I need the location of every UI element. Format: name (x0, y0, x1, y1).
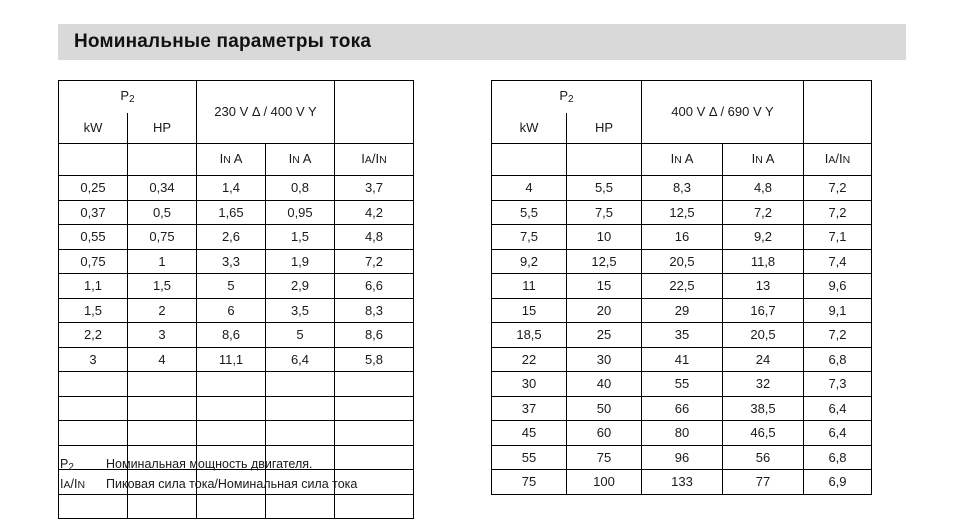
table-row (492, 249, 872, 274)
table-cell: 30 (492, 372, 567, 397)
page-title: Номинальные параметры тока (74, 31, 372, 52)
table-cell: 11 (492, 274, 567, 299)
col-header-kw: kW (59, 113, 128, 144)
table-cell: 18,5 (492, 323, 567, 348)
table-cell-empty (335, 372, 414, 397)
table-cell: 7,2 (804, 176, 872, 201)
table-cell: 35 (642, 323, 723, 348)
table-cell-empty (59, 494, 128, 519)
table-cell: 4,8 (335, 225, 414, 250)
table-cell: 0,34 (128, 176, 197, 201)
table-cell: 1,1 (59, 274, 128, 299)
table-cell: 4 (492, 176, 567, 201)
table-cell: 7,2 (804, 200, 872, 225)
table-cell: 25 (567, 323, 642, 348)
table-cell: 75 (492, 470, 567, 495)
table-cell: 6,9 (804, 470, 872, 495)
table-row (59, 200, 414, 225)
table-row-empty (59, 372, 414, 397)
table-cell: 37 (492, 396, 567, 421)
table-row (492, 396, 872, 421)
table-row (492, 176, 872, 201)
table-cell: 22,5 (642, 274, 723, 299)
table-subheader-row (492, 144, 872, 176)
col-subheader-ia-in: IA/IN (804, 144, 872, 176)
table-cell: 3,5 (266, 298, 335, 323)
header-power-subscript: 2 (129, 94, 135, 105)
table-cell-empty (197, 372, 266, 397)
col-header-hp: HP (128, 113, 197, 144)
table-cell: 0,25 (59, 176, 128, 201)
table-cell: 3,3 (197, 249, 266, 274)
table-cell: 5,5 (492, 200, 567, 225)
table-cell: 7,2 (335, 249, 414, 274)
table-cell: 5 (266, 323, 335, 348)
table-cell: 38,5 (723, 396, 804, 421)
table-cell: 2,2 (59, 323, 128, 348)
table-cell: 8,3 (335, 298, 414, 323)
table-cell-empty (266, 372, 335, 397)
col-header-hp: HP (567, 113, 642, 144)
table-cell: 6,8 (804, 347, 872, 372)
col-header-kw: kW (492, 113, 567, 144)
table-cell: 22 (492, 347, 567, 372)
table-cell: 16,7 (723, 298, 804, 323)
table-cell: 9,2 (492, 249, 567, 274)
table-cell: 6 (197, 298, 266, 323)
table-cell: 32 (723, 372, 804, 397)
col-subheader-hp (128, 144, 197, 176)
table-cell: 3 (128, 323, 197, 348)
table-cell: 40 (567, 372, 642, 397)
table-cell: 0,75 (128, 225, 197, 250)
table-row (59, 274, 414, 299)
table-cell: 8,3 (642, 176, 723, 201)
table-cell: 100 (567, 470, 642, 495)
table-cell: 6,4 (804, 421, 872, 446)
table-cell: 16 (642, 225, 723, 250)
table-cell: 60 (567, 421, 642, 446)
table-cell: 9,1 (804, 298, 872, 323)
table-row-empty (59, 421, 414, 446)
table-cell: 2 (128, 298, 197, 323)
table-cell: 11,1 (197, 347, 266, 372)
table-cell-empty (197, 421, 266, 446)
footnote-row (60, 475, 357, 494)
table-cell: 45 (492, 421, 567, 446)
footnotes (60, 455, 357, 494)
table-cell: 0,95 (266, 200, 335, 225)
table-cell-empty (59, 372, 128, 397)
table-cell: 0,55 (59, 225, 128, 250)
current-ratings-table-right (491, 80, 872, 495)
table-cell: 1,5 (128, 274, 197, 299)
table-cell-empty (266, 396, 335, 421)
table-cell: 11,8 (723, 249, 804, 274)
table-cell: 0,8 (266, 176, 335, 201)
table-cell: 5 (197, 274, 266, 299)
header-spacer (804, 81, 872, 144)
table-cell: 1,5 (266, 225, 335, 250)
table-cell: 1,65 (197, 200, 266, 225)
table-cell-empty (266, 494, 335, 519)
header-power-group: P2 (59, 81, 197, 114)
table-cell: 9,2 (723, 225, 804, 250)
table-row (492, 200, 872, 225)
table-row (492, 298, 872, 323)
table-row (492, 421, 872, 446)
table-row (492, 274, 872, 299)
table-cell: 1,4 (197, 176, 266, 201)
table-row (59, 225, 414, 250)
table-cell: 15 (492, 298, 567, 323)
table-cell: 20,5 (723, 323, 804, 348)
table-cell: 7,1 (804, 225, 872, 250)
header-voltage-group: 230 V Δ / 400 V Y (197, 81, 335, 144)
table-cell: 12,5 (567, 249, 642, 274)
table-cell: 4 (128, 347, 197, 372)
table-cell: 2,9 (266, 274, 335, 299)
table-cell: 46,5 (723, 421, 804, 446)
table-cell-empty (266, 421, 335, 446)
header-power-subscript: 2 (568, 94, 574, 105)
table-cell: 7,2 (804, 323, 872, 348)
table-cell: 30 (567, 347, 642, 372)
table-cell-empty (197, 494, 266, 519)
col-subheader-hp (567, 144, 642, 176)
table-cell-empty (128, 494, 197, 519)
table-row (492, 347, 872, 372)
table-cell: 0,37 (59, 200, 128, 225)
table-cell: 77 (723, 470, 804, 495)
table-row-empty (59, 396, 414, 421)
table-row (492, 470, 872, 495)
table-header-group-row (492, 81, 872, 114)
table-cell: 75 (567, 445, 642, 470)
col-subheader-in-a-1: IN A (197, 144, 266, 176)
table-header-group-row (59, 81, 414, 114)
footnote-key-ia-in: IA/IN (60, 477, 86, 491)
table-cell-empty (335, 396, 414, 421)
header-power-group: P2 (492, 81, 642, 114)
table-cell: 7,4 (804, 249, 872, 274)
table-cell: 55 (492, 445, 567, 470)
table-row (492, 323, 872, 348)
table-cell: 3,7 (335, 176, 414, 201)
col-subheader-ia-in: IA/IN (335, 144, 414, 176)
table-cell: 4,2 (335, 200, 414, 225)
col-subheader-in-a-2: IN A (723, 144, 804, 176)
col-subheader-kw (492, 144, 567, 176)
table-cell: 0,5 (128, 200, 197, 225)
table-cell: 12,5 (642, 200, 723, 225)
table-cell: 80 (642, 421, 723, 446)
header-voltage-group: 400 V Δ / 690 V Y (642, 81, 804, 144)
table-cell: 50 (567, 396, 642, 421)
table-cell: 6,4 (804, 396, 872, 421)
table-cell: 66 (642, 396, 723, 421)
table-cell: 8,6 (335, 323, 414, 348)
footnote-text-p2: Номинальная мощность двигателя. (106, 457, 313, 471)
table-cell: 29 (642, 298, 723, 323)
table-cell: 20 (567, 298, 642, 323)
table-cell: 7,5 (492, 225, 567, 250)
table-cell-empty (197, 396, 266, 421)
table-cell: 5,5 (567, 176, 642, 201)
table-cell: 7,2 (723, 200, 804, 225)
table-cell: 133 (642, 470, 723, 495)
footnote-text-ia-in: Пиковая сила тока/Номинальная сила тока (106, 477, 358, 491)
table-row (492, 372, 872, 397)
table-subheader-row (59, 144, 414, 176)
table-body (492, 176, 872, 495)
table-cell: 5,8 (335, 347, 414, 372)
table-row-empty (59, 494, 414, 519)
table-cell: 3 (59, 347, 128, 372)
table-cell: 96 (642, 445, 723, 470)
table-cell: 41 (642, 347, 723, 372)
table-cell: 9,6 (804, 274, 872, 299)
table-row (59, 249, 414, 274)
table-cell: 7,5 (567, 200, 642, 225)
table-cell-empty (59, 396, 128, 421)
table-cell: 2,6 (197, 225, 266, 250)
table-row (59, 298, 414, 323)
table-cell: 1,9 (266, 249, 335, 274)
table-cell: 6,4 (266, 347, 335, 372)
table-row (59, 323, 414, 348)
table-row (492, 445, 872, 470)
table-cell-empty (59, 421, 128, 446)
footnote-key-p2: P2 (60, 457, 74, 473)
section-title-bar (58, 24, 906, 60)
table-cell-empty (128, 421, 197, 446)
table-cell-empty (335, 494, 414, 519)
table-cell: 56 (723, 445, 804, 470)
table-cell: 20,5 (642, 249, 723, 274)
table-cell: 1,5 (59, 298, 128, 323)
table-row (492, 225, 872, 250)
table-cell: 1 (128, 249, 197, 274)
table-cell-empty (128, 396, 197, 421)
footnote-row (60, 455, 357, 475)
table-row (59, 347, 414, 372)
table-cell: 10 (567, 225, 642, 250)
table-cell: 0,75 (59, 249, 128, 274)
table-cell-empty (335, 421, 414, 446)
col-subheader-in-a-1: IN A (642, 144, 723, 176)
table-cell: 8,6 (197, 323, 266, 348)
table-row (59, 176, 414, 201)
current-ratings-table-left (58, 80, 414, 519)
table-cell: 24 (723, 347, 804, 372)
col-subheader-in-a-2: IN A (266, 144, 335, 176)
header-spacer (335, 81, 414, 144)
table-cell: 13 (723, 274, 804, 299)
table-cell: 6,8 (804, 445, 872, 470)
table-cell: 7,3 (804, 372, 872, 397)
table-cell-empty (128, 372, 197, 397)
table-cell: 15 (567, 274, 642, 299)
col-subheader-kw (59, 144, 128, 176)
table-cell: 4,8 (723, 176, 804, 201)
table-cell: 6,6 (335, 274, 414, 299)
table-cell: 55 (642, 372, 723, 397)
